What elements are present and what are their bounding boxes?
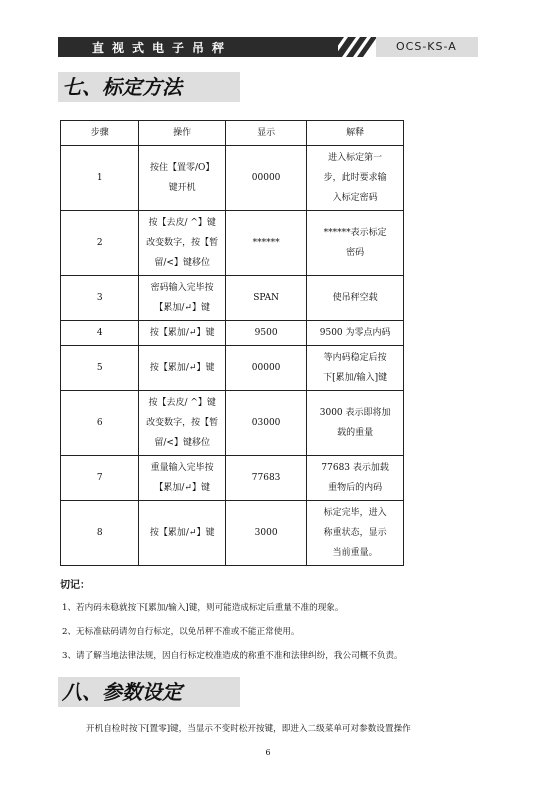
- display-cell: SPAN: [225, 276, 306, 321]
- table-header-row: [61, 121, 404, 146]
- display-cell: 00000: [225, 346, 306, 391]
- table-body: [61, 146, 404, 566]
- column-header: 操作: [139, 121, 225, 146]
- operation-cell: 按住【置零/O】 键开机: [139, 146, 225, 211]
- column-header: 步骤: [61, 121, 139, 146]
- explanation-cell: ******表示标定 密码: [307, 211, 404, 276]
- table-row: [61, 276, 404, 321]
- header-model-code: OCS-KS-A: [396, 40, 457, 53]
- table-row: [61, 211, 404, 276]
- explanation-cell: 77683 表示加载 重物后的内码: [307, 456, 404, 501]
- calibration-steps-table: [60, 120, 404, 566]
- explanation-cell: 进入标定第一 步，此时要求输 入标定密码: [307, 146, 404, 211]
- table-row: [61, 391, 404, 456]
- table-row: [61, 346, 404, 391]
- note-item: 3、请了解当地法律法规，因自行标定校准造成的称重不准和法律纠纷，我公司概不负责。: [62, 651, 403, 661]
- column-header: 解释: [307, 121, 404, 146]
- note-item: 1、若内码未稳就按下[累加/输入]键，则可能造成标定后重量不准的现象。: [62, 603, 344, 613]
- explanation-cell: 9500 为零点内码: [307, 321, 404, 346]
- table-row: [61, 456, 404, 501]
- operation-cell: 密码输入完毕按 【累加/↵】键: [139, 276, 225, 321]
- display-cell: 9500: [225, 321, 306, 346]
- section-title-parameters: 八、参数设定: [58, 677, 240, 707]
- page-number: 6: [265, 748, 271, 757]
- explanation-cell: 等内码稳定后按 下[累加/输入]键: [307, 346, 404, 391]
- display-cell: 03000: [225, 391, 306, 456]
- page-header: [58, 37, 478, 57]
- operation-cell: 按【去皮/ ^】键 改变数字，按【暂 留/<】键移位: [139, 391, 225, 456]
- display-cell: 77683: [225, 456, 306, 501]
- table-row: [61, 146, 404, 211]
- step-cell: 3: [61, 276, 139, 321]
- explanation-cell: 标定完毕，进入 称重状态，显示 当前重量。: [307, 501, 404, 566]
- step-cell: 1: [61, 146, 139, 211]
- operation-cell: 按【累加/↵】键: [139, 501, 225, 566]
- step-cell: 7: [61, 456, 139, 501]
- display-cell: 3000: [225, 501, 306, 566]
- header-title: 直视式电子吊秤: [92, 41, 233, 55]
- notes-heading: 切记：: [60, 580, 90, 591]
- explanation-cell: 使吊秤空载: [307, 276, 404, 321]
- section-title-calibration: 七、标定方法: [58, 72, 240, 102]
- note-item: 2、无标准砝码请勿自行标定，以免吊秤不准或不能正常使用。: [62, 627, 300, 637]
- explanation-cell: 3000 表示即将加 载的重量: [307, 391, 404, 456]
- step-cell: 5: [61, 346, 139, 391]
- header-stripes-decoration: [320, 37, 380, 57]
- step-cell: 4: [61, 321, 139, 346]
- table-row: [61, 321, 404, 346]
- parameters-intro-text: 开机自检时按下[置零]键，当显示不变时松开按键，即进入二级菜单可对参数设置操作: [86, 724, 411, 734]
- operation-cell: 按【累加/↵】键: [139, 321, 225, 346]
- display-cell: 00000: [225, 146, 306, 211]
- table-row: [61, 501, 404, 566]
- operation-cell: 按【去皮/ ^】键 改变数字，按【暂 留/<】键移位: [139, 211, 225, 276]
- step-cell: 8: [61, 501, 139, 566]
- column-header: 显示: [225, 121, 306, 146]
- step-cell: 6: [61, 391, 139, 456]
- step-cell: 2: [61, 211, 139, 276]
- operation-cell: 按【累加/↵】键: [139, 346, 225, 391]
- operation-cell: 重量输入完毕按 【累加/↵】键: [139, 456, 225, 501]
- display-cell: ******: [225, 211, 306, 276]
